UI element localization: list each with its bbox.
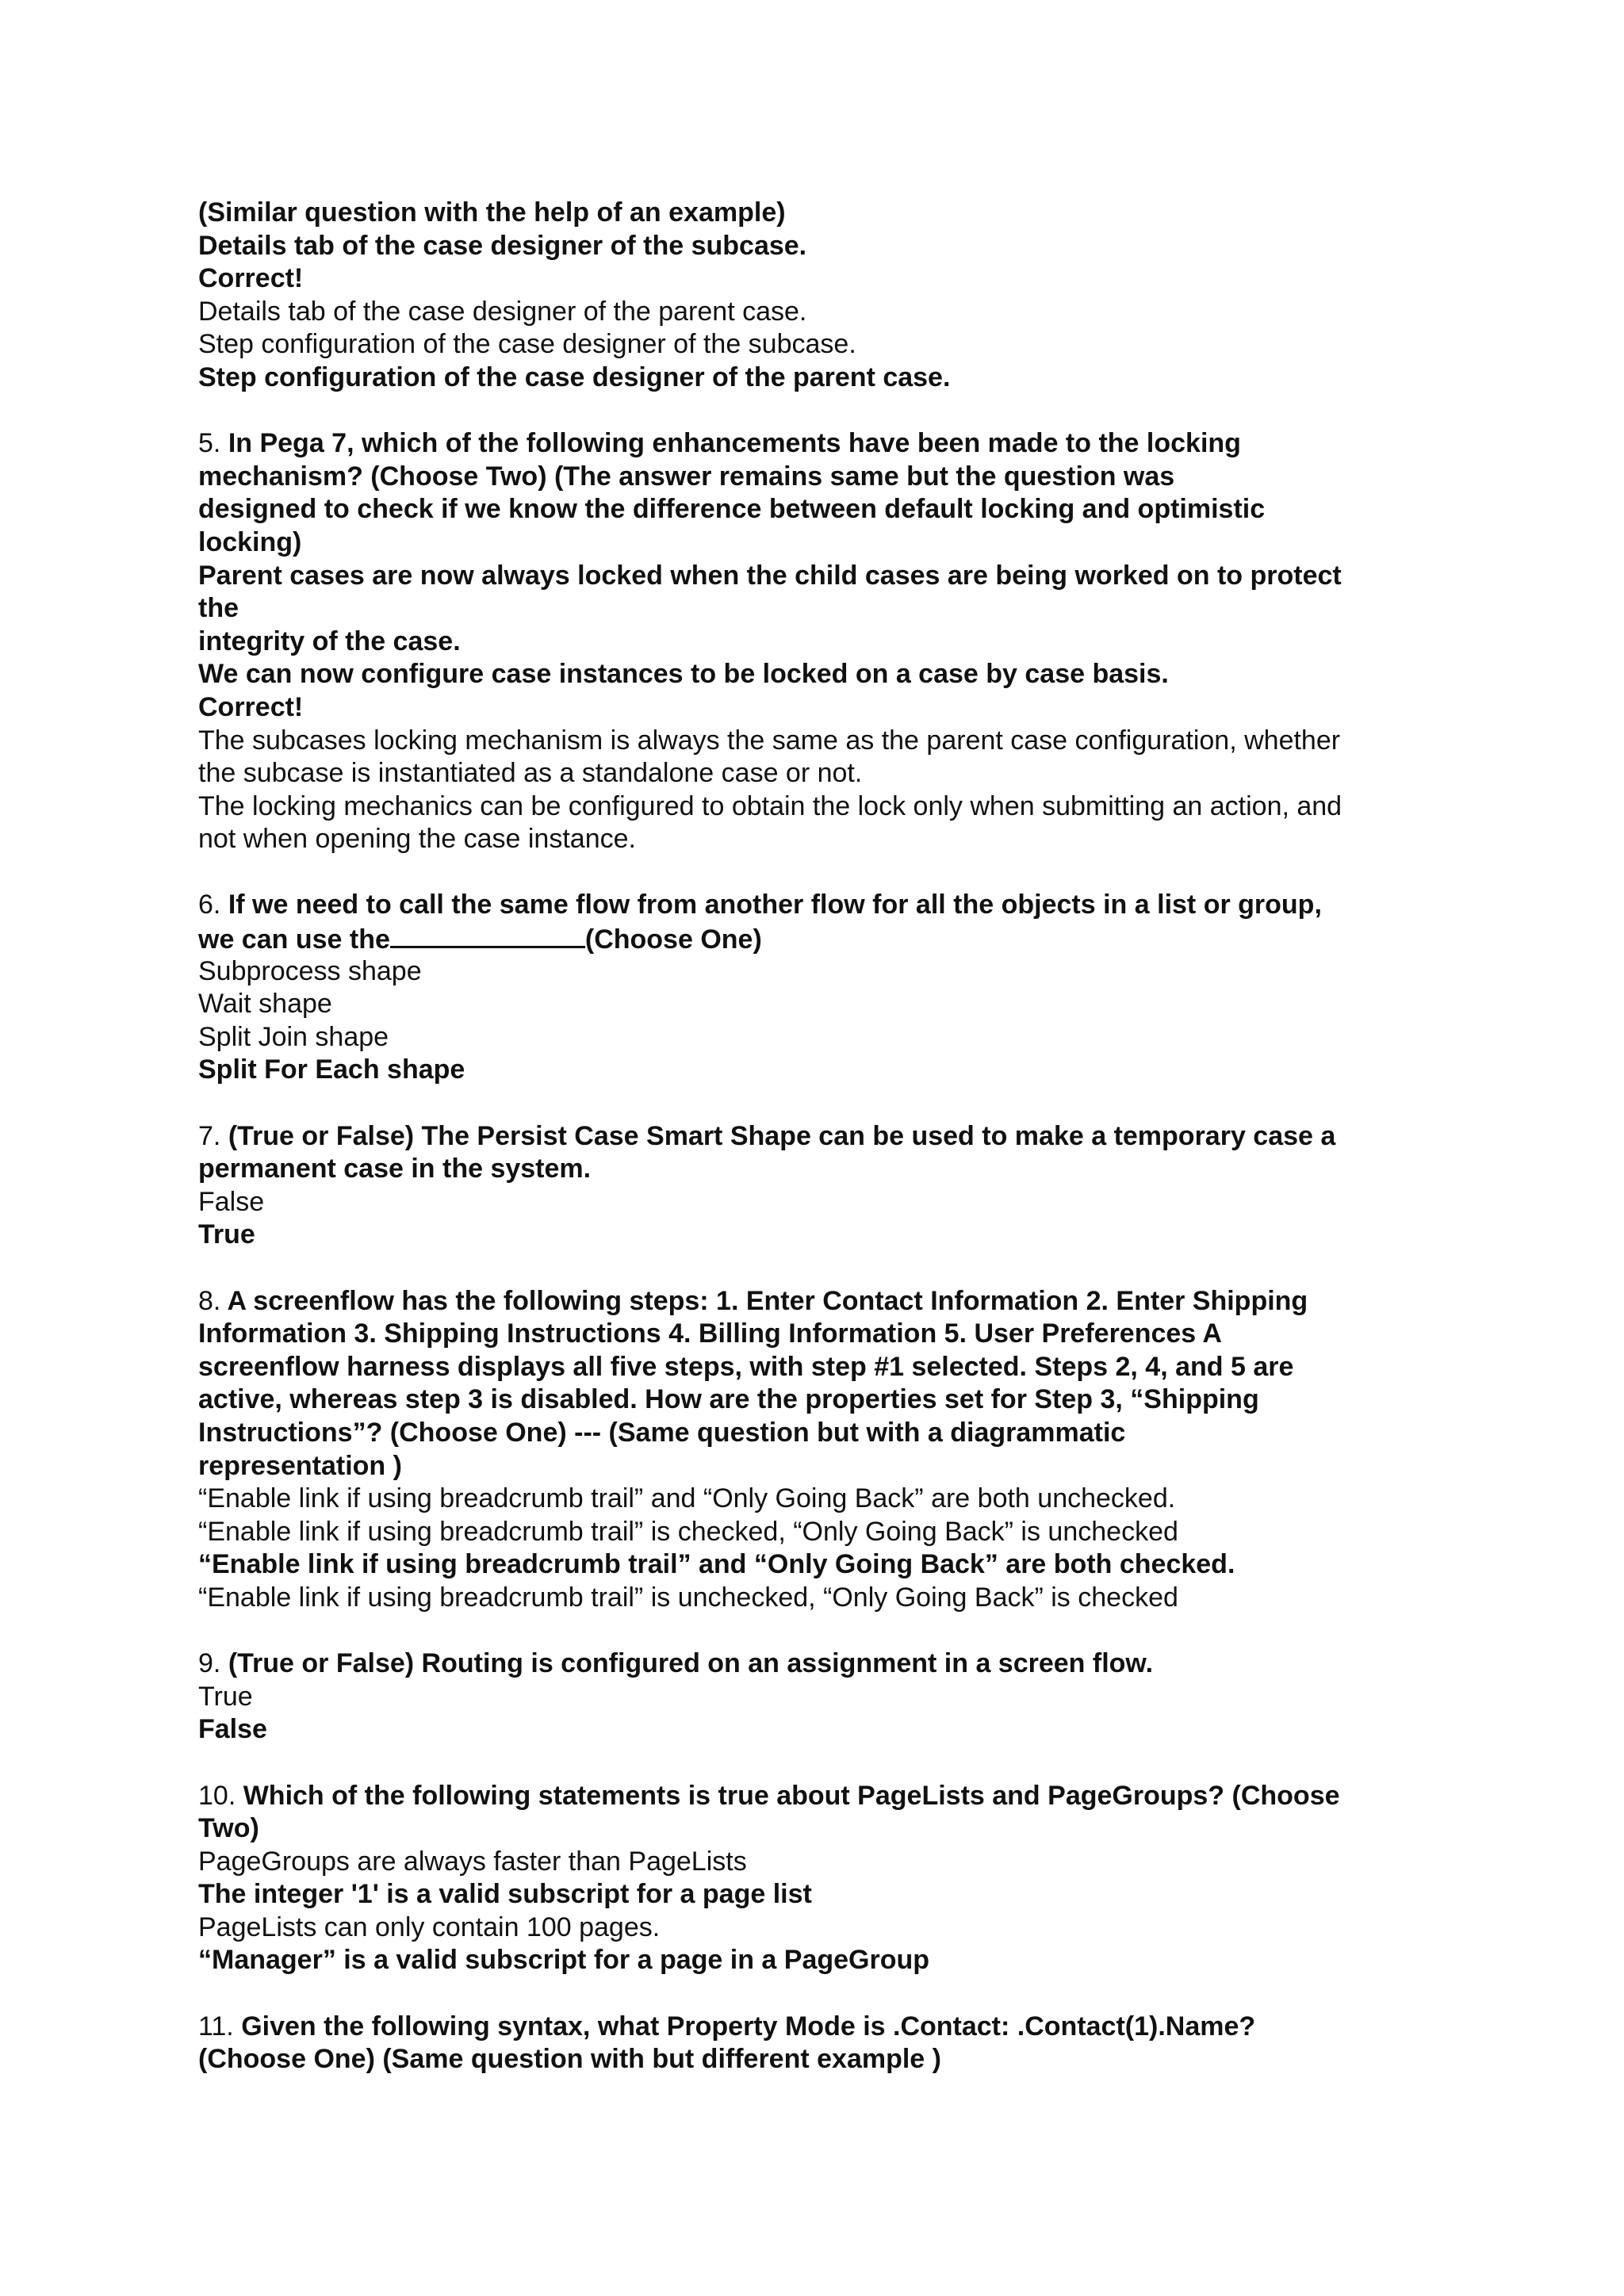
question-number: 8.	[198, 1285, 221, 1316]
line-text: Parent cases are now always locked when the child cases are being worked on to protect	[198, 560, 1342, 591]
line-text: mechanism? (Choose Two) (The answer remains same but the question was	[198, 461, 1175, 492]
text-line	[198, 1417, 1435, 1450]
line-text: True	[198, 1219, 255, 1250]
text-line	[198, 1812, 1435, 1846]
text-line	[198, 197, 1435, 230]
text-line	[198, 526, 1435, 560]
line-text: Which of the following statements is true about PageLists and PageGroups? (Choose	[243, 1780, 1340, 1811]
question-line	[198, 889, 1435, 922]
text-line	[198, 1878, 1435, 1911]
question-line	[198, 1780, 1435, 1813]
line-text: (Choose One) (Same question with but different example )	[198, 2044, 941, 2075]
line-text: Subprocess shape	[198, 955, 422, 986]
text-line	[198, 691, 1435, 725]
text-line	[198, 1713, 1435, 1747]
line-text: Wait shape	[198, 989, 332, 1020]
line-text: False	[198, 1714, 267, 1745]
line-text: the subcase is instantiated as a standalone case or not.	[198, 758, 863, 789]
question-number: 10.	[198, 1780, 236, 1811]
text-line	[198, 988, 1435, 1021]
line-text: The integer '1' is a valid subscript for a page list	[198, 1879, 812, 1910]
paragraph-gap	[198, 856, 1435, 890]
text-line	[198, 1153, 1435, 1186]
text-line	[198, 1548, 1435, 1582]
text-line	[198, 1846, 1435, 1879]
line-text: “Enable link if using breadcrumb trail” is checked, “Only Going Back” is unchecked	[198, 1516, 1178, 1547]
question-line	[198, 1120, 1435, 1154]
question-number: 11.	[198, 2011, 234, 2042]
text-line	[198, 1483, 1435, 1516]
line-text: locking)	[198, 526, 302, 557]
line-text: PageLists can only contain 100 pages.	[198, 1911, 661, 1942]
question-line	[198, 2011, 1435, 2044]
line-text: We can now configure case instances to be locked on a case by case basis.	[198, 659, 1169, 690]
line-text: Step configuration of the case designer of the subcase.	[198, 329, 856, 360]
line-text: (True or False) The Persist Case Smart Shape can be used to make a temporary case a	[228, 1120, 1336, 1151]
line-text: “Enable link if using breadcrumb trail” and “Only Going Back” are both checked.	[198, 1549, 1235, 1580]
question-line	[198, 1285, 1435, 1318]
paragraph-gap	[198, 1615, 1435, 1648]
text-line	[198, 1021, 1435, 1054]
line-text-after-blank: (Choose One)	[584, 924, 762, 955]
text-line	[198, 296, 1435, 329]
line-text: False	[198, 1186, 265, 1217]
question-number: 5.	[198, 428, 221, 459]
text-line	[198, 955, 1435, 989]
text-line	[198, 461, 1435, 494]
question-number: 6.	[198, 890, 221, 920]
text-line	[198, 1351, 1435, 1384]
text-line	[198, 1582, 1435, 1615]
text-line	[198, 757, 1435, 790]
line-text: designed to check if we know the difference between default locking and optimistic	[198, 494, 1266, 525]
text-line	[198, 362, 1435, 395]
line-text: Details tab of the case designer of the subcase.	[198, 230, 807, 261]
line-text: Step configuration of the case designer of the parent case.	[198, 362, 951, 392]
line-text: Split Join shape	[198, 1021, 389, 1052]
line-text: permanent case in the system.	[198, 1154, 592, 1184]
text-line	[198, 790, 1435, 824]
text-line	[198, 2043, 1435, 2076]
question-line	[198, 1647, 1435, 1681]
line-text: representation )	[198, 1450, 402, 1481]
line-text: PageGroups are always faster than PageLists	[198, 1846, 747, 1877]
line-text: Correct!	[198, 263, 304, 294]
line-text: “Enable link if using breadcrumb trail” and “Only Going Back” are both unchecked.	[198, 1483, 1176, 1514]
text-line	[198, 725, 1435, 758]
line-text: The subcases locking mechanism is always the same as the parent case configuration, whether	[198, 725, 1341, 756]
text-line	[198, 493, 1435, 526]
line-text: Details tab of the case designer of the parent case.	[198, 296, 807, 327]
paragraph-gap	[198, 1747, 1435, 1780]
line-text: screenflow harness displays all five steps, with step #1 selected. Steps 2, 4, and 5 are	[198, 1351, 1294, 1382]
line-text: (Similar question with the help of an example)	[198, 197, 786, 228]
paragraph-gap	[198, 1977, 1435, 2011]
question-number: 9.	[198, 1648, 221, 1679]
text-line	[198, 626, 1435, 659]
text-line	[198, 262, 1435, 296]
line-text: integrity of the case.	[198, 626, 461, 656]
line-text: Information 3. Shipping Instructions 4. Billing Information 5. User Preferences A	[198, 1318, 1222, 1349]
line-text: Correct!	[198, 691, 304, 722]
fill-in-blank	[390, 922, 585, 948]
line-text: Split For Each shape	[198, 1054, 465, 1085]
text-line	[198, 1186, 1435, 1219]
text-line	[198, 1944, 1435, 1977]
text-line	[198, 230, 1435, 263]
text-line	[198, 328, 1435, 362]
text-line	[198, 922, 1435, 955]
text-line	[198, 1383, 1435, 1417]
line-text: we can use the	[198, 924, 390, 955]
document-body	[198, 197, 1435, 2076]
text-line	[198, 823, 1435, 856]
text-line	[198, 1219, 1435, 1252]
paragraph-gap	[198, 1087, 1435, 1120]
text-line	[198, 560, 1435, 593]
line-text: Two)	[198, 1813, 259, 1844]
line-text: “Enable link if using breadcrumb trail” is unchecked, “Only Going Back” is checked	[198, 1582, 1178, 1613]
text-line	[198, 1318, 1435, 1351]
line-text: The locking mechanics can be configured to obtain the lock only when submitting an action, and	[198, 790, 1342, 821]
line-text: In Pega 7, which of the following enhancements have been made to the locking	[228, 428, 1241, 459]
text-line	[198, 1450, 1435, 1483]
line-text: If we need to call the same flow from another flow for all the objects in a list or group,	[228, 890, 1322, 920]
line-text: A screenflow has the following steps: 1. Enter Contact Information 2. Enter Shipping	[227, 1285, 1308, 1316]
line-text: (True or False) Routing is configured on an assignment in a screen flow.	[228, 1648, 1154, 1679]
text-line	[198, 592, 1435, 626]
line-text: active, whereas step 3 is disabled. How are the properties set for Step 3, “Shipping	[198, 1384, 1259, 1415]
line-text: not when opening the case instance.	[198, 824, 636, 855]
text-line	[198, 1054, 1435, 1087]
question-line	[198, 427, 1435, 461]
text-line	[198, 1516, 1435, 1549]
paragraph-gap	[198, 1252, 1435, 1285]
paragraph-gap	[198, 395, 1435, 428]
line-text: “Manager” is a valid subscript for a page in a PageGroup	[198, 1945, 930, 1976]
line-text: the	[198, 593, 239, 624]
question-number: 7.	[198, 1120, 221, 1151]
line-text: Given the following syntax, what Property Mode is .Contact: .Contact(1).Name?	[241, 2011, 1256, 2042]
text-line	[198, 658, 1435, 691]
line-text: True	[198, 1681, 253, 1712]
text-line	[198, 1681, 1435, 1714]
text-line	[198, 1911, 1435, 1945]
line-text: Instructions”? (Choose One) --- (Same question but with a diagrammatic	[198, 1417, 1126, 1448]
